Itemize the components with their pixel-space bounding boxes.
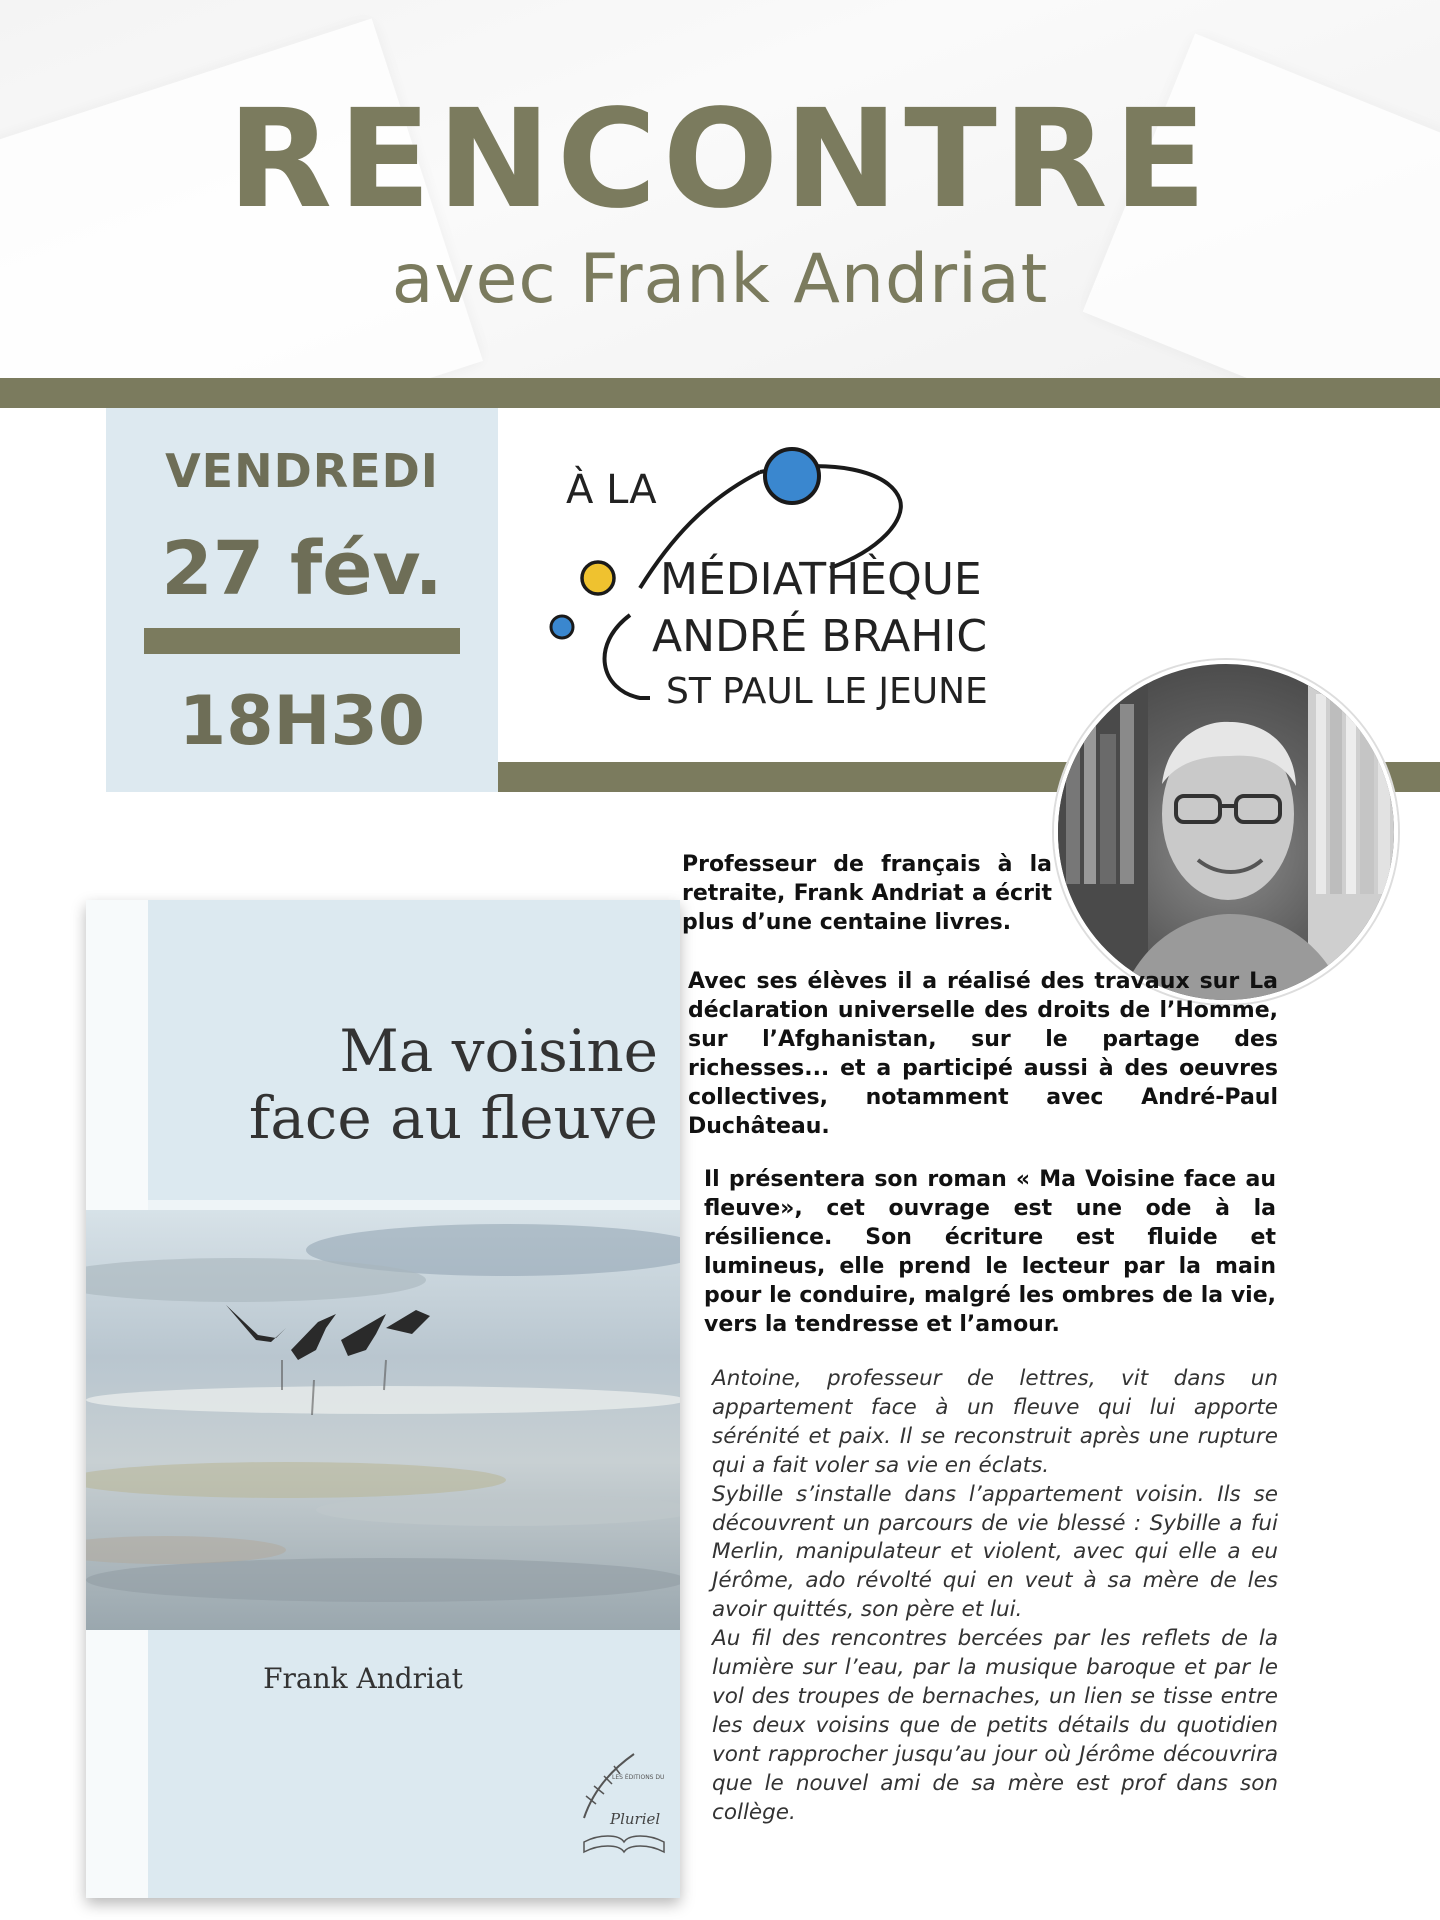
author-work: Avec ses élèves il a réalisé des travaux sur La déclaration universelle des droits de l’Homme, sur l’Afghanistan, sur le partage des richesses... et a participé aussi à des oeuvres collectives, notamment avec André-Paul Duchâteau. — [688, 969, 1278, 1139]
venue-line-2: ANDRÉ BRAHIC — [652, 611, 988, 662]
publisher-small-label: LES ÉDITIONS DU — [612, 1774, 665, 1781]
book-title-line-1: Ma voisine — [339, 1017, 658, 1085]
quill-book-icon — [574, 1748, 674, 1860]
event-title: RENCONTRE — [227, 81, 1213, 239]
geese-watercolor-icon — [86, 1210, 680, 1630]
yellow-planet-icon — [582, 562, 614, 594]
venue-line-3: ST PAUL LE JEUNE — [666, 671, 988, 712]
event-date: 27 fév. — [161, 526, 443, 612]
blue-planet-large-icon — [765, 449, 819, 503]
mediatheque-logo — [530, 430, 1070, 730]
novel-presentation: Il présentera son roman « Ma Voisine face au fleuve», cet ouvrage est une ode à la résilience. Son écriture est fluide et lumineus, elle prend le lecteur par la main pour le conduire, malgré les ombres de la vie, vers la tendresse et l’amour. — [704, 1167, 1276, 1337]
book-author: Frank Andriat — [263, 1662, 463, 1695]
date-box — [106, 408, 498, 792]
author-portrait — [1054, 660, 1398, 1004]
date-divider-bar — [144, 628, 460, 654]
event-time: 18H30 — [178, 682, 426, 761]
book-title-line-2: face au fleuve — [248, 1084, 658, 1153]
synopsis-paragraph-2: Sybille s’installe dans l’appartement voisin. Ils se découvrent un parcours de vie blessé : Sybille a fui Merlin, manipulateur et violent, avec qui elle a eu Jérôme, ado révolté qui en veut à sa mère de les avoir quittés, son père et lui. — [712, 1481, 1278, 1623]
publisher-logo — [574, 1748, 674, 1860]
book-title — [148, 1018, 658, 1153]
synopsis-paragraph-3: Au fil des rencontres bercées par les reflets de la lumière sur l’eau, par la musique baroque et par le vol des troupes de bernaches, un lien se tisse entre les deux voisins que de petits détails du quotidien vont rapprocher jusqu’au jour où Jérôme découvrira que le nouvel ami de sa mère est prof dans son collège. — [712, 1626, 1278, 1825]
book-cover — [86, 900, 680, 1898]
book-synopsis — [712, 1365, 1278, 1828]
event-day: VENDREDI — [165, 444, 439, 498]
author-bio: Professeur de français à la retraite, Frank Andriat a écrit plus d’une centaine livres. — [682, 852, 1052, 935]
book-painting — [86, 1210, 680, 1630]
event-subtitle: avec Frank Andriat — [391, 240, 1049, 319]
venue-line-1: MÉDIATHÈQUE — [660, 554, 982, 605]
venue-prefix: À LA — [566, 467, 657, 513]
synopsis-paragraph-1: Antoine, professeur de lettres, vit dans un appartement face à un fleuve qui lui apporte sérénité et paix. Il se reconstruit après une rupture qui a fait voler sa vie en éclats. — [712, 1366, 1278, 1478]
author-photo-icon — [1058, 664, 1398, 1004]
blue-planet-small-icon — [551, 616, 573, 638]
header-divider-bar — [0, 378, 1440, 408]
publisher-name: Pluriel — [610, 1810, 661, 1828]
